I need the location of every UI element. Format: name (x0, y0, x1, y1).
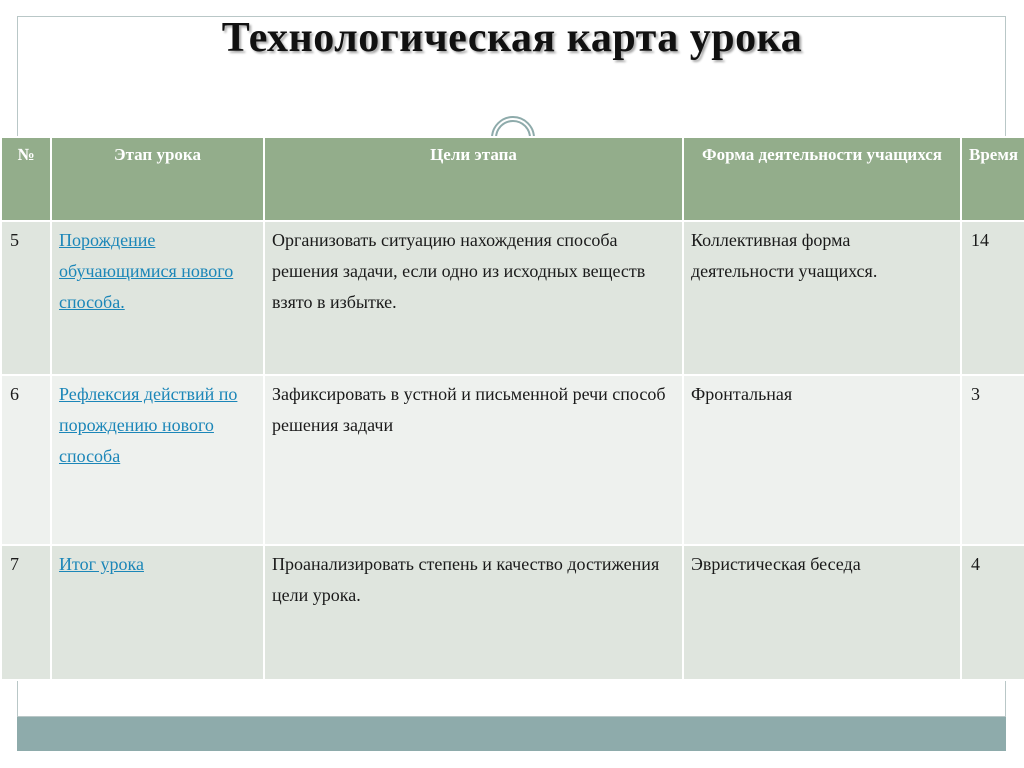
row-num: 6 (1, 375, 51, 545)
row-num: 7 (1, 545, 51, 680)
row-form: Фронтальная (683, 375, 961, 545)
row-goals: Зафиксировать в устной и письменной речи способ решения задачи (264, 375, 683, 545)
row-form: Эвристическая беседа (683, 545, 961, 680)
row-goals: Проанализировать степень и качество достижения цели урока. (264, 545, 683, 680)
row-goals: Организовать ситуацию нахождения способа решения задачи, если одно из исходных веществ взято в избытке. (264, 221, 683, 375)
row-time: 14 (961, 221, 1024, 375)
header-time: Время (961, 137, 1024, 221)
lesson-map-table (0, 136, 1024, 681)
row-num: 5 (1, 221, 51, 375)
header-form: Форма деятельности учащихся (683, 137, 961, 221)
row-time: 4 (961, 545, 1024, 680)
footer-band (17, 716, 1006, 751)
row-form: Коллективная форма деятельности учащихся. (683, 221, 961, 375)
header-num: № (1, 137, 51, 221)
table-row (1, 221, 1024, 375)
table-row (1, 375, 1024, 545)
row-time: 3 (961, 375, 1024, 545)
stage-link[interactable]: Рефлексия действий по порождению нового способа (59, 384, 238, 466)
header-stage: Этап урока (51, 137, 264, 221)
table-row (1, 545, 1024, 680)
row-stage (51, 375, 264, 545)
slide-title: Технологическая карта урока (221, 15, 803, 61)
table-header-row (1, 137, 1024, 221)
row-stage (51, 545, 264, 680)
stage-link[interactable]: Порождение обучающимися нового способа. (59, 230, 234, 312)
header-goals: Цели этапа (264, 137, 683, 221)
stage-link[interactable]: Итог урока (59, 554, 144, 574)
row-stage (51, 221, 264, 375)
